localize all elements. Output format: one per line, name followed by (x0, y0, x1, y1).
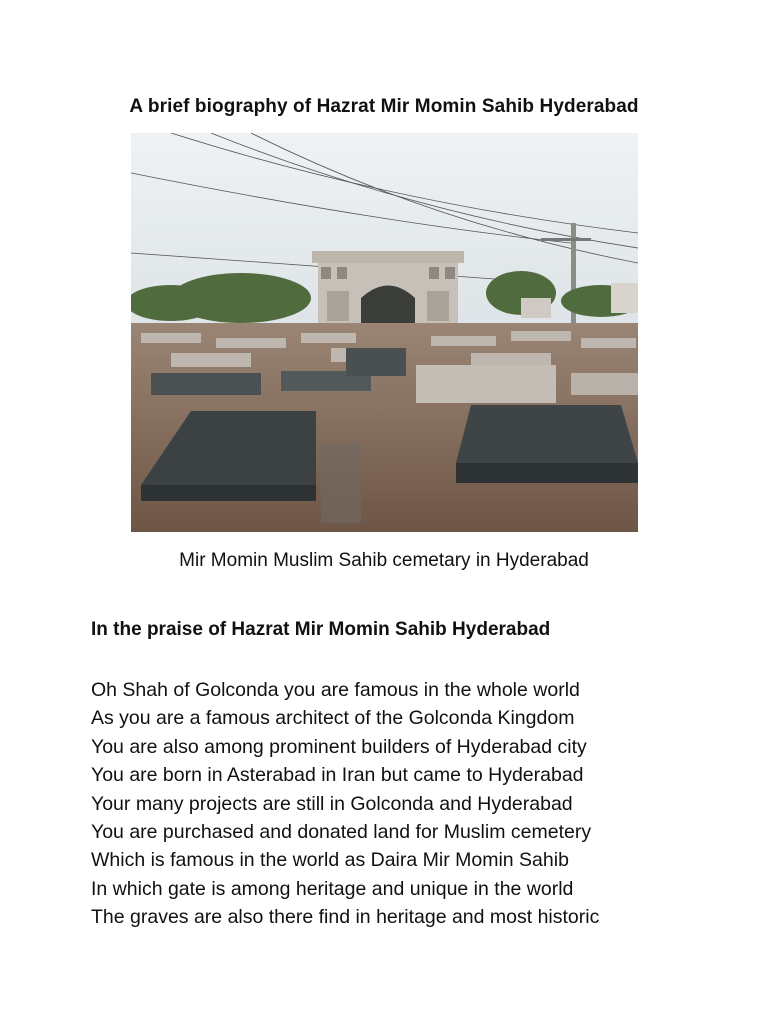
poem-line: You are also among prominent builders of Hyderabad city (91, 735, 587, 758)
cemetery-photo (131, 133, 638, 532)
document-title: A brief biography of Hazrat Mir Momin Sahib Hyderabad (129, 96, 639, 117)
poem-line: You are purchased and donated land for Muslim cemetery (91, 821, 592, 844)
heritage-gate (312, 251, 464, 328)
poem-line: In which gate is among heritage and unique in the world (91, 877, 574, 900)
poem-line: Your many projects are still in Golconda and Hyderabad (91, 792, 573, 815)
poem-line: You are born in Asterabad in Iran but came to Hyderabad (91, 764, 584, 787)
poem-line: As you are a famous architect of the Golconda Kingdom (91, 707, 575, 730)
poem-line: Which is famous in the world as Daira Mir Momin Sahib (91, 849, 569, 872)
poem-lines (91, 676, 599, 932)
poem-line: Oh Shah of Golconda you are famous in the whole world (91, 679, 580, 701)
cemetery-photo-illustration (131, 133, 638, 532)
poem-line: The graves are also there find in heritage and most historic (91, 906, 600, 929)
photo-caption: Mir Momin Muslim Sahib cemetary in Hyderabad (179, 550, 589, 571)
section-heading: In the praise of Hazrat Mir Momin Sahib Hyderabad (91, 619, 551, 640)
